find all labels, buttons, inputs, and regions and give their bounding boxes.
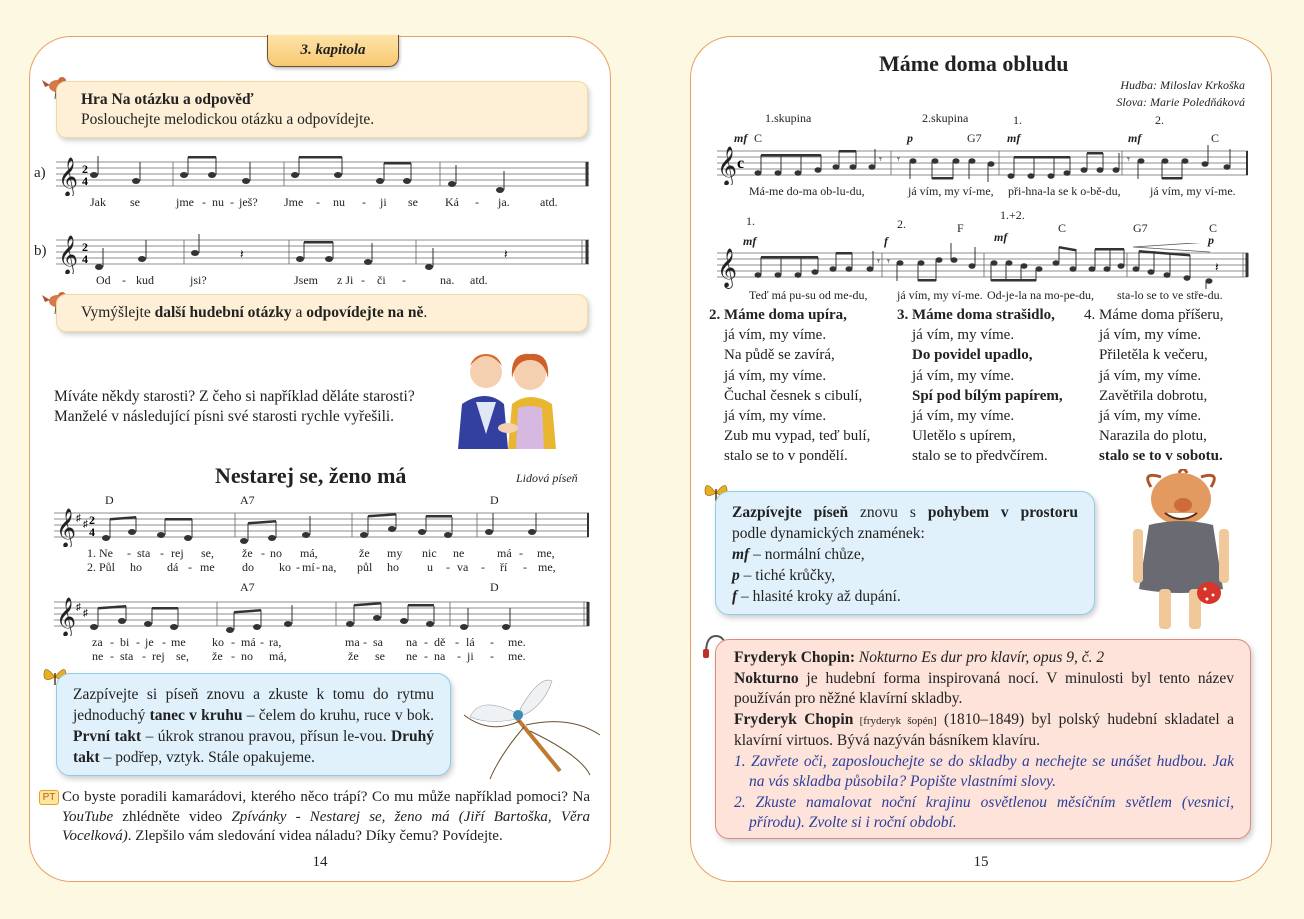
- svg-text:𝄽: 𝄽: [504, 247, 508, 261]
- lyric: -: [446, 560, 450, 574]
- lyric: já vím, my ví-me,: [908, 184, 994, 198]
- nokturno-text: je hudební forma inspirovaná nocí. V minulosti byl tento název používán pro něžné klavírní skladby.: [734, 669, 1234, 707]
- svg-text:2: 2: [82, 240, 88, 254]
- dance-text: Zazpívejte si píseň znovu a zkuste k tomu do rytmu jednoduchý: [73, 686, 434, 724]
- lyric: jsi?: [190, 273, 207, 287]
- f-symbol: f: [732, 588, 738, 605]
- chord: C: [1209, 221, 1218, 235]
- lyric: atd.: [540, 195, 558, 209]
- svg-text:𝄞: 𝄞: [56, 510, 77, 547]
- lyric: ma: [345, 635, 360, 649]
- svg-text:𝄞: 𝄞: [56, 599, 77, 636]
- lyric: -: [230, 195, 234, 209]
- dance-bold: tanec v kruhu: [149, 707, 243, 724]
- lyric: Jak: [90, 195, 106, 209]
- invent-bold: další hudební otázky: [154, 304, 292, 321]
- verse-line: 4. Máme doma příšeru,: [1084, 307, 1224, 323]
- lyric: Od: [96, 273, 111, 287]
- lyric: -: [316, 560, 320, 574]
- lyric: lá: [466, 635, 475, 649]
- pt-paragraph: [62, 788, 590, 847]
- lyric: dě: [434, 635, 446, 649]
- movement-instruction-box: [715, 491, 1095, 615]
- intro-line: Míváte někdy starosti? Z čeho si například děláte starosti?: [54, 388, 415, 405]
- verse-line: Přiletěla k večeru,: [1099, 347, 1208, 364]
- lyric: -: [361, 273, 365, 287]
- lyric: rej: [152, 649, 165, 663]
- svg-text:2: 2: [82, 162, 88, 176]
- chord: G7: [1133, 221, 1148, 235]
- lyric: na.: [440, 273, 455, 287]
- music-staff-row-1: [715, 141, 1250, 185]
- lyrics-song-row2-verse2: [30, 649, 610, 663]
- example-b-label: b): [34, 243, 47, 259]
- dynamic-mark: p: [1208, 233, 1214, 247]
- lyric: -: [136, 635, 140, 649]
- lyric: -: [490, 649, 494, 663]
- invent-text: a: [291, 304, 307, 321]
- lyric: já vím, my ví-me.: [1150, 184, 1236, 198]
- verse-line: já vím, my víme.: [912, 408, 1015, 425]
- lyric: ko: [279, 560, 291, 574]
- section-label: 2.: [897, 217, 906, 231]
- dance-text: – úkrok stranou pravou, přísun le-vou.: [141, 728, 391, 745]
- movement-bold: Zazpívejte píseň: [732, 504, 849, 521]
- lyric: ji: [467, 649, 474, 663]
- intro-line: Manželé v následující písni své starosti rychle vyřešili.: [54, 408, 395, 425]
- lyric: ho: [130, 560, 142, 574]
- lyric: -: [424, 649, 428, 663]
- section-label: 1.: [746, 214, 755, 228]
- lyric: -: [127, 546, 131, 560]
- lyric: -: [260, 635, 264, 649]
- lyric: -: [142, 649, 146, 663]
- task-1: 1. Zavřete oči, zaposlouchejte se do skladby a nechejte se unášet hudbou. Jak na vás skladba působila? Popište vlastními slovy.: [734, 752, 1234, 790]
- lyric: má: [241, 635, 256, 649]
- invent-text: Vymýšlejte: [81, 304, 155, 321]
- music-staff-a: [54, 152, 594, 196]
- pt-text: zhlédněte video: [113, 808, 232, 825]
- verse-line: já vím, my víme.: [1099, 367, 1202, 384]
- movement-text: podle dynamických znamének:: [732, 525, 925, 542]
- lyric: se,: [176, 649, 189, 663]
- lyric: kud: [136, 273, 154, 287]
- svg-text:4: 4: [82, 252, 88, 266]
- lyric: rej: [171, 546, 184, 560]
- verse-3: [897, 305, 1077, 467]
- chord: F: [957, 221, 964, 235]
- lyric: ko: [212, 635, 224, 649]
- dance-text: – čelem do kruhu, ruce v bok.: [242, 707, 434, 724]
- lyric: me: [171, 635, 186, 649]
- example-a-label: a): [34, 165, 46, 181]
- lyric: Teď má pu-su od me-du,: [749, 288, 868, 302]
- page-number: 15: [973, 854, 989, 870]
- dynamic-mark: p: [907, 131, 913, 145]
- right-page: [690, 36, 1272, 882]
- monster-illustration: [1131, 469, 1231, 631]
- dynamic-mark: mf: [743, 234, 757, 248]
- dynamic-mark: mf: [1128, 131, 1142, 145]
- verse-line: 2. Máme doma upíra,: [709, 307, 847, 323]
- lyric: ho: [387, 560, 399, 574]
- chopin-bold: Fryderyk Chopin: [734, 710, 854, 728]
- lyric: sta: [120, 649, 134, 663]
- chopin-heading-italic: Nokturno Es dur pro klavír, opus 9, č. 2: [855, 649, 1105, 666]
- lyric: -: [110, 635, 114, 649]
- section-label: 1.+2.: [1000, 208, 1025, 222]
- lyric: se,: [201, 546, 214, 560]
- pt-italic: YouTube: [62, 808, 114, 825]
- verse-line: Do povidel upadlo,: [912, 347, 1033, 364]
- intro-paragraph: [54, 387, 422, 427]
- lyric: se: [408, 195, 418, 209]
- lyric: na,: [322, 560, 337, 574]
- chord: C: [754, 131, 763, 145]
- svg-text:𝄽: 𝄽: [1215, 260, 1219, 274]
- lyric: atd.: [470, 273, 488, 287]
- lyrics-example-a: [30, 195, 610, 211]
- pt-italic: Zpívánky - Nestarej se, ženo má (Jiří Bartoška, Věra Vocelková): [62, 808, 590, 844]
- lyric: me: [200, 560, 215, 574]
- pt-text: Co byste poradili kamarádovi, kterého něco trápí? Co mu může například pomoci? Na: [62, 789, 590, 805]
- lyric: na: [406, 635, 418, 649]
- movement-text: – hlasité kroky až dupání.: [737, 588, 901, 605]
- lyric: sta-lo se to ve stře-du.: [1117, 288, 1223, 302]
- lyric: že: [348, 649, 359, 663]
- music-staff-song-1: [52, 503, 592, 547]
- song-title: Nestarej se, ženo má: [215, 463, 407, 488]
- lyric: nu: [212, 195, 224, 209]
- svg-text:𝄞: 𝄞: [717, 148, 738, 185]
- lyric: -: [475, 195, 479, 209]
- lyric: ří: [500, 560, 508, 574]
- lyric: ješ?: [239, 195, 258, 209]
- chapter-tab: 3. kapitola: [267, 35, 399, 67]
- lyric: Od-je-la na mo-pe-du,: [987, 288, 1094, 302]
- dance-bold: První takt: [73, 728, 142, 745]
- dynamic-mark: mf: [994, 230, 1008, 244]
- lyric: -: [162, 635, 166, 649]
- verse-line: Na půdě se zavírá,: [724, 347, 835, 364]
- lyric: me,: [538, 560, 556, 574]
- lyric: -: [481, 560, 485, 574]
- chord: C: [1211, 131, 1220, 145]
- chopin-heading: [734, 648, 1234, 669]
- lyric: jme: [176, 195, 194, 209]
- lyric: má: [497, 546, 512, 560]
- svg-text:♯: ♯: [83, 519, 88, 530]
- lyric: -: [424, 635, 428, 649]
- lyric: -: [231, 635, 235, 649]
- lyric: 1. Ne: [87, 546, 113, 560]
- lyric: u: [427, 560, 433, 574]
- lyric: -: [519, 546, 523, 560]
- lyric: do: [242, 560, 254, 574]
- lyric: -: [122, 273, 126, 287]
- music-staff-row-2: [715, 243, 1250, 289]
- movement-text: – tiché krůčky,: [739, 567, 836, 584]
- lyric: nic: [422, 546, 437, 560]
- lyric: mí: [302, 560, 315, 574]
- lyric: me,: [537, 546, 555, 560]
- section-label: 2.: [1155, 113, 1164, 127]
- lyric: je: [145, 635, 154, 649]
- svg-text:𝄞: 𝄞: [717, 250, 738, 287]
- left-page: [29, 36, 611, 882]
- lyric: sa: [373, 635, 383, 649]
- verse-line: Narazila do plotu,: [1099, 428, 1207, 445]
- game-instruction-box: [56, 81, 588, 138]
- verse-line: já vím, my víme.: [724, 327, 827, 344]
- svg-text:2: 2: [89, 513, 95, 527]
- verse-2: [709, 305, 889, 467]
- lyrics-song-row1-verse1: [30, 546, 610, 560]
- game-text: Poslouchejte melodickou otázku a odpovídejte.: [81, 111, 375, 128]
- lyric: ne: [406, 649, 418, 663]
- lyric: Jsem: [294, 273, 318, 287]
- chord: G7: [967, 131, 982, 145]
- svg-text:4: 4: [82, 174, 88, 188]
- lyric: má,: [300, 546, 318, 560]
- chopin-pronunciation: [fryderyk šopén]: [853, 714, 937, 727]
- nokturno-paragraph: [734, 669, 1234, 710]
- section-label: 1.skupina: [765, 111, 812, 125]
- svg-text:𝄞: 𝄞: [58, 237, 79, 274]
- verse-line: Zavětřila dobrotu,: [1099, 387, 1208, 404]
- couple-illustration: [448, 344, 568, 449]
- verse-line: já vím, my víme.: [1099, 327, 1202, 344]
- song-music-credit: Hudba: Miloslav Krkoška: [1120, 78, 1245, 92]
- music-staff-b: [54, 230, 594, 274]
- dynamic-mark: mf: [1007, 131, 1021, 145]
- lyric: va: [457, 560, 469, 574]
- chopin-paragraph: [734, 710, 1234, 752]
- svg-text:𝄾: 𝄾: [897, 154, 900, 166]
- verse-line: já vím, my víme.: [912, 367, 1015, 384]
- lyric: dá: [167, 560, 179, 574]
- verse-line: stalo se to v pondělí.: [724, 448, 848, 465]
- song-title: Máme doma obludu: [879, 51, 1069, 76]
- movement-line-f: [732, 586, 1078, 607]
- svg-text:𝄽: 𝄽: [240, 247, 244, 261]
- verse-line: já vím, my víme.: [1099, 408, 1202, 425]
- svg-text:♯: ♯: [76, 602, 81, 613]
- chord: D: [105, 493, 114, 507]
- chord: C: [1058, 221, 1067, 235]
- lyric: nu: [333, 195, 345, 209]
- lyrics-song-row2-verse1: [30, 635, 610, 649]
- verse-line: já vím, my víme.: [724, 367, 827, 384]
- lyric: ji: [380, 195, 387, 209]
- svg-text:c: c: [737, 155, 745, 172]
- lyric: ne: [92, 649, 104, 663]
- chopin-info-box: [715, 639, 1251, 839]
- lyrics-example-b: [30, 273, 610, 289]
- lyric: že: [359, 546, 370, 560]
- verse-line: Čuchal česnek s cibulí,: [724, 387, 863, 404]
- song-source: Lidová píseň: [516, 471, 578, 485]
- lyric: se: [375, 649, 385, 663]
- lyric: no: [241, 649, 253, 663]
- movement-heading: [732, 502, 1078, 523]
- nokturno-bold: Nokturno: [734, 669, 799, 687]
- movement-line-p: [732, 565, 1078, 586]
- svg-text:𝄾: 𝄾: [879, 154, 882, 166]
- chord: A7: [240, 493, 255, 507]
- mosquito-illustration: [460, 675, 602, 785]
- lyric: 2. Půl: [87, 560, 116, 574]
- lyric: ra,: [269, 635, 282, 649]
- lyric: -: [455, 635, 459, 649]
- section-label: 1.: [1013, 113, 1022, 127]
- invent-questions-box: [56, 294, 588, 332]
- chord: D: [490, 580, 499, 594]
- verse-line: stalo se to v sobotu.: [1099, 448, 1223, 465]
- svg-text:𝄞: 𝄞: [58, 159, 79, 196]
- task-2: 2. Zkuste namalovat noční krajinu osvětlenou měsíčním světlem (vesnici, přírodu). Zvolte si i roční období.: [734, 793, 1234, 831]
- chord: D: [490, 493, 499, 507]
- lyric: má,: [269, 649, 287, 663]
- svg-text:4: 4: [89, 525, 95, 539]
- lyric: na: [434, 649, 446, 663]
- lyric: -: [490, 635, 494, 649]
- lyric: bi: [120, 635, 130, 649]
- section-label: 2.skupina: [922, 111, 969, 125]
- song-words-credit: Slova: Marie Poledňáková: [1116, 95, 1245, 109]
- pt-text: . Zlepšilo vám sledování videa náladu? Díky čemu? Povídejte.: [127, 828, 503, 844]
- invent-text: .: [423, 304, 428, 321]
- lyric: me.: [508, 635, 526, 649]
- movement-text: – normální chůze,: [749, 546, 865, 563]
- lyric: -: [363, 635, 367, 649]
- dynamic-mark: f: [884, 234, 888, 248]
- verse-line: já vím, my víme.: [912, 327, 1015, 344]
- lyric: -: [231, 649, 235, 663]
- verse-line: Zub mu vypad, teď bulí,: [724, 428, 871, 445]
- lyric: no: [270, 546, 282, 560]
- lyric: Jme: [284, 195, 304, 209]
- lyric: Má-me do-ma ob-lu-du,: [749, 184, 865, 198]
- verse-line: 3. Máme doma strašidlo,: [897, 307, 1055, 323]
- lyric: -: [202, 195, 206, 209]
- svg-text:♯: ♯: [76, 513, 81, 524]
- lyric: -: [402, 273, 406, 287]
- lyric: -: [188, 560, 192, 574]
- lyric: -: [362, 195, 366, 209]
- movement-line-mf: [732, 544, 1078, 565]
- pt-badge: PT: [39, 790, 59, 805]
- lyric: za: [92, 635, 103, 649]
- dance-bold: Druhý takt: [73, 728, 435, 766]
- page-number: 14: [312, 854, 328, 870]
- lyric: při-hna-la se k o-bě-du,: [1008, 184, 1121, 198]
- game-title: Hra Na otázku a odpověď: [81, 91, 254, 108]
- lyric: -: [160, 546, 164, 560]
- p-symbol: p: [732, 567, 740, 584]
- lyric: se: [130, 195, 140, 209]
- song-credits: [1116, 77, 1245, 111]
- mf-symbol: mf: [732, 546, 750, 563]
- chord: A7: [240, 580, 255, 594]
- music-staff-song-2: [52, 592, 592, 636]
- lyric: -: [316, 195, 320, 209]
- svg-text:♯: ♯: [83, 608, 88, 619]
- lyric: že: [212, 649, 223, 663]
- verse-line: Spí pod bílým papírem,: [912, 387, 1063, 404]
- lyric: my: [387, 546, 403, 560]
- lyric: ne: [453, 546, 465, 560]
- chopin-heading-bold: Fryderyk Chopin:: [734, 649, 855, 666]
- svg-text:𝄾: 𝄾: [877, 256, 880, 268]
- lyric: -: [110, 649, 114, 663]
- svg-text:𝄾: 𝄾: [1127, 154, 1130, 166]
- lyric: či: [377, 273, 386, 287]
- chopin-text: (1810–1849) byl polský hudební skladatel a klavírní virtuos. Bývá nazýván básníkem klavíru.: [734, 710, 1234, 749]
- dance-instruction-box: [56, 673, 451, 776]
- verse-4: [1084, 305, 1264, 467]
- lyric: ja.: [498, 195, 510, 209]
- invent-bold: odpovídejte na ně: [306, 304, 424, 321]
- verse-line: Uletělo s upírem,: [912, 428, 1016, 445]
- lyric: -: [457, 649, 461, 663]
- lyric: Ká: [445, 195, 459, 209]
- lyric: že: [242, 546, 253, 560]
- lyric: -: [261, 546, 265, 560]
- lyrics-song-row1-verse2: [30, 560, 610, 574]
- svg-text:𝄾: 𝄾: [887, 256, 890, 268]
- lyric: me.: [508, 649, 526, 663]
- lyric: -: [296, 560, 300, 574]
- verse-line: stalo se to předvčírem.: [912, 448, 1048, 465]
- movement-bold: pohybem v prostoru: [927, 504, 1078, 521]
- verse-line: já vím, my víme.: [724, 408, 827, 425]
- dance-text: – podřep, vztyk. Stále opakujeme.: [99, 749, 315, 766]
- lyric: z Ji: [337, 273, 354, 287]
- lyric: já vím, my ví-me.: [897, 288, 983, 302]
- lyric: půl: [357, 560, 373, 574]
- lyric: -: [523, 560, 527, 574]
- movement-text: znovu s: [848, 504, 928, 521]
- lyric: sta: [137, 546, 151, 560]
- dynamic-mark: mf: [734, 131, 748, 145]
